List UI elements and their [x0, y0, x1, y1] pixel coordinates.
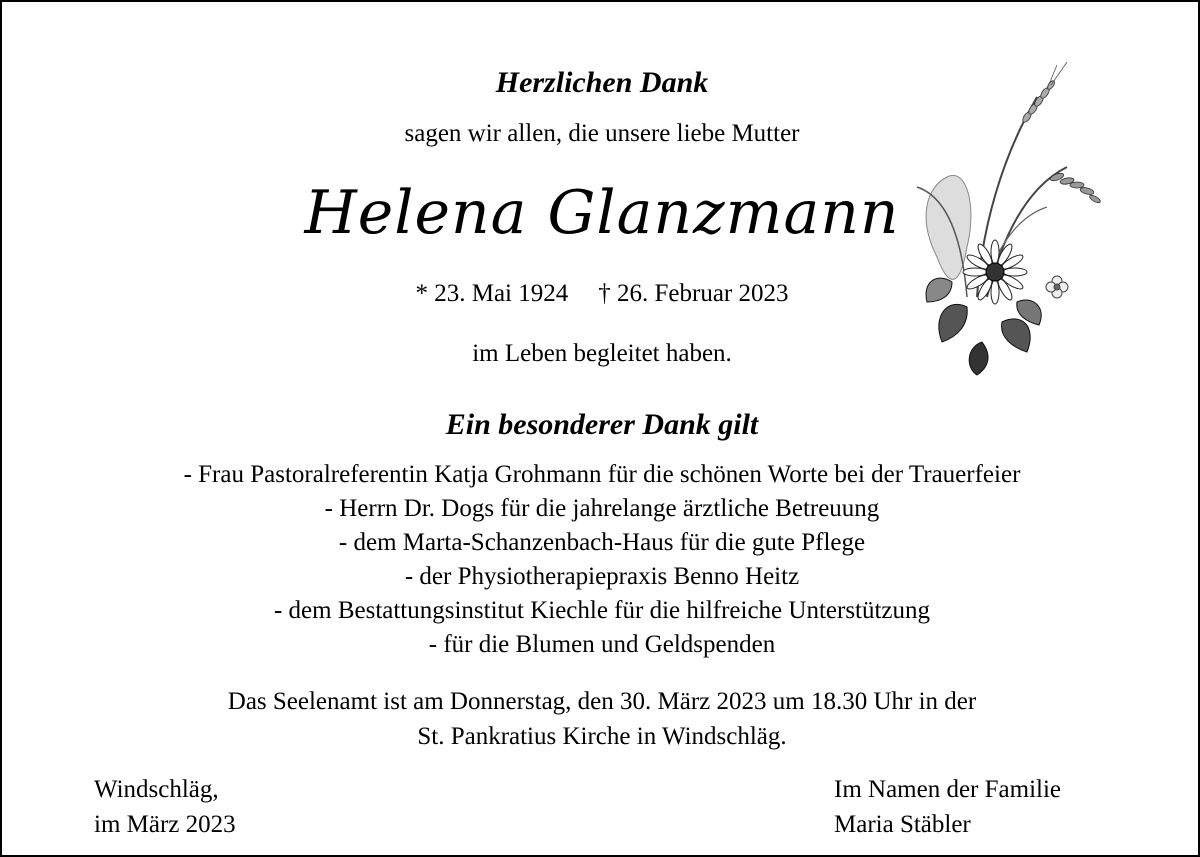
- family-label: Im Namen der Familie: [834, 776, 1062, 803]
- closing-line: im Leben begleitet haben.: [472, 340, 732, 367]
- place-date-block: [94, 772, 236, 842]
- intro-text: sagen wir allen, die unsere liebe Mutter: [404, 120, 800, 147]
- list-item: - dem Marta-Schanzenbach-Haus für die gute Pflege: [338, 529, 866, 556]
- mass-line: Das Seelenamt ist am Donnerstag, den 30. März 2023 um 18.30 Uhr in der: [227, 688, 977, 715]
- date: im März 2023: [94, 811, 236, 838]
- special-thanks-heading: Ein besonderer Dank gilt: [445, 408, 759, 441]
- mass-announcement: [2, 684, 1200, 754]
- birth-date: * 23. Mai 1924: [415, 280, 569, 307]
- list-item: - für die Blumen und Geldspenden: [428, 631, 776, 658]
- thanks-list: [2, 458, 1200, 662]
- list-item: - dem Bestattungsinstitut Kiechle für die hilfreiche Unterstützung: [273, 597, 931, 624]
- family-name: Maria Stäbler: [834, 811, 971, 838]
- flower-wheat-icon: [907, 57, 1107, 377]
- family-signature: [834, 772, 1061, 842]
- place: Windschläg,: [94, 776, 219, 803]
- mass-line: St. Pankratius Kirche in Windschläg.: [417, 723, 787, 750]
- thanks-heading: Herzlichen Dank: [495, 66, 709, 99]
- list-item: - Frau Pastoralreferentin Katja Grohmann für die schönen Worte bei der Trauerfeier: [183, 461, 1021, 488]
- death-date: † 26. Februar 2023: [598, 280, 789, 307]
- deceased-name: Helena Glanzmann: [304, 178, 900, 248]
- list-item: - Herrn Dr. Dogs für die jahrelange ärztliche Betreuung: [324, 495, 880, 522]
- list-item: - der Physiotherapiepraxis Benno Heitz: [404, 563, 800, 590]
